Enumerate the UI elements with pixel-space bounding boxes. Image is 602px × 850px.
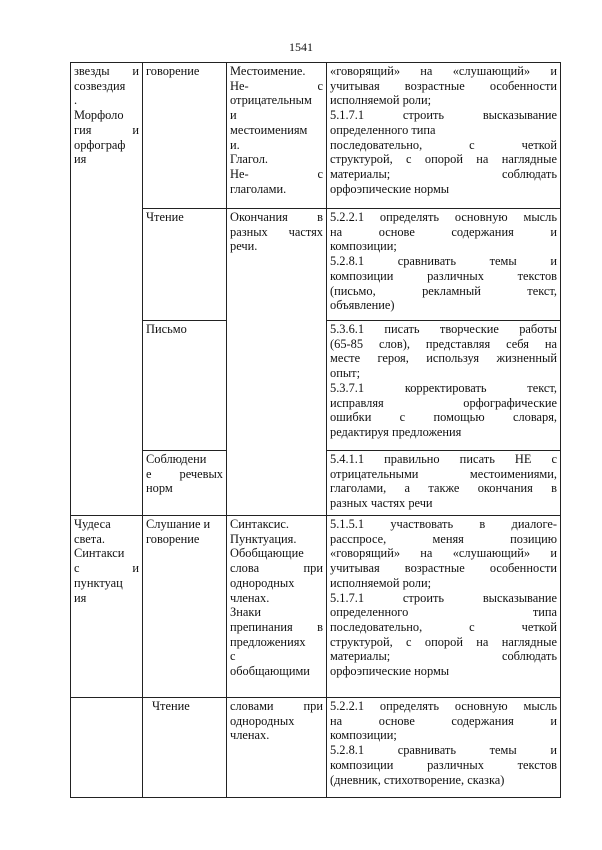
skill-text (146, 64, 223, 79)
table-row (71, 698, 561, 798)
cell-line: звезды и (74, 64, 139, 78)
cell-line: ия (74, 590, 87, 605)
cell-line: Местоимение. (230, 64, 306, 78)
skill-cell (143, 516, 227, 698)
cell-line: света. (74, 531, 105, 546)
objectives-cell (327, 516, 561, 698)
cell-line: Знаки (230, 605, 261, 620)
cell-line: структурой, с опорой на наглядные (330, 152, 557, 167)
objectives-text (330, 699, 557, 787)
cell-line: говорение (146, 64, 200, 78)
cell-line: однородных (230, 713, 295, 728)
objectives-cell (327, 63, 561, 209)
cell-line: глаголами. (230, 181, 287, 196)
cell-line: орфоэпические нормы (330, 181, 450, 196)
cell-line: определенного типа (330, 122, 436, 137)
topic-text (74, 64, 139, 167)
cell-line: пунктуац (74, 575, 123, 590)
cell-line: материалы; соблюдать (330, 166, 557, 181)
cell-line: (письмо, рекламный текст, (330, 283, 557, 298)
cell-line: редактируя предложения (330, 424, 462, 439)
cell-line: Глагол. (230, 152, 268, 167)
skill-text (146, 452, 223, 496)
cell-line: отрицательными местоимениями, (330, 466, 557, 481)
objectives-cell (327, 209, 561, 321)
cell-line: . (74, 93, 78, 108)
skill-cell (143, 209, 227, 321)
objectives-text (330, 64, 557, 196)
table-row (71, 209, 561, 321)
topic-text (74, 517, 139, 605)
cell-line: предложениях (230, 634, 306, 649)
cell-line: структурой, с опорой на наглядные (330, 634, 557, 649)
grammar-cell (227, 516, 327, 698)
cell-line: 5.3.6.1 писать творческие работы (330, 322, 557, 336)
cell-line: на основе содержания и (330, 224, 557, 239)
objectives-cell (327, 451, 561, 516)
cell-line: 5.1.7.1 строить высказывание (330, 108, 557, 123)
cell-line: отрицательным (230, 93, 312, 108)
cell-line: членах. (230, 728, 270, 743)
cell-line: с (230, 649, 236, 664)
cell-line: последовательно, с четкой (330, 137, 557, 152)
cell-line: объявление) (330, 298, 395, 313)
topic-cell (71, 63, 143, 516)
cell-line: Обобщающие (230, 546, 304, 561)
cell-line: Не- с (230, 166, 323, 181)
cell-line: учитывая возрастные особенности (330, 561, 557, 576)
cell-line: с и (74, 561, 139, 576)
cell-line: е речевых (146, 466, 223, 481)
cell-line: «говорящий» на «слушающий» и (330, 64, 557, 78)
skill-cell (143, 63, 227, 209)
cell-line: (65-85 слов), представляя себя на (330, 336, 557, 351)
cell-line: композиции; (330, 728, 397, 743)
cell-line: «говорящий» на «слушающий» и (330, 546, 557, 561)
cell-line: Соблюдени (146, 452, 207, 466)
cell-line: Чтение (152, 699, 190, 713)
grammar-cell (227, 209, 327, 516)
cell-line: и (230, 108, 237, 123)
cell-line: последовательно, с четкой (330, 619, 557, 634)
skill-cell (143, 698, 227, 798)
cell-line: Чтение (146, 210, 184, 224)
objectives-cell (327, 698, 561, 798)
skill-text (146, 210, 223, 225)
cell-line: исполняемой роли; (330, 575, 432, 590)
skill-cell (143, 451, 227, 516)
cell-line: 5.4.1.1 правильно писать НЕ с (330, 452, 557, 466)
cell-line: глаголами, а также окончания в (330, 481, 557, 496)
cell-line: препинания в (230, 619, 323, 634)
table-row (71, 63, 561, 209)
cell-line: Письмо (146, 322, 187, 336)
skill-text (146, 517, 223, 546)
cell-line: 5.2.2.1 определять основную мысль (330, 699, 557, 713)
cell-line: разных частях речи (330, 496, 433, 511)
table-row (71, 516, 561, 698)
cell-line: Не- с (230, 78, 323, 93)
cell-line: Окончания в (230, 210, 323, 224)
objectives-text (330, 322, 557, 440)
cell-line: разных частях (230, 224, 323, 239)
objectives-text (330, 517, 557, 679)
grammar-text (230, 210, 323, 254)
cell-line: и. (230, 137, 240, 152)
cell-line: словами при (230, 699, 323, 713)
cell-line: композиции различных текстов (330, 268, 557, 283)
cell-line: 5.2.2.1 определять основную мысль (330, 210, 557, 224)
cell-line: Слушание и (146, 517, 211, 531)
cell-line: Морфоло (74, 108, 124, 123)
cell-line: 5.3.7.1 корректировать текст, (330, 380, 557, 395)
cell-line: орфограф (74, 137, 126, 152)
cell-line: Синтаксис. (230, 517, 290, 531)
cell-line: (дневник, стихотворение, сказка) (330, 772, 505, 787)
cell-line: слова при (230, 561, 323, 576)
cell-line: Пунктуация. (230, 531, 297, 546)
skill-text (146, 699, 223, 714)
cell-line: на основе содержания и (330, 713, 557, 728)
topic-cell (71, 516, 143, 698)
cell-line: опыт; (330, 366, 361, 381)
topic-cell (71, 698, 143, 798)
cell-line: исправляя орфографические (330, 395, 557, 410)
grammar-text (230, 64, 323, 196)
cell-line: Синтакси (74, 546, 125, 561)
cell-line: речи. (230, 239, 258, 254)
cell-line: 5.1.7.1 строить высказывание (330, 590, 557, 605)
cell-line: местоимениям (230, 122, 308, 137)
cell-line: 5.2.8.1 сравнивать темы и (330, 254, 557, 269)
page-number: 1541 (289, 40, 313, 54)
cell-line: говорение (146, 531, 200, 546)
grammar-cell (227, 698, 327, 798)
cell-line: материалы; соблюдать (330, 649, 557, 664)
objectives-text (330, 210, 557, 313)
cell-line: композиции; (330, 239, 397, 254)
cell-line: расспросе, меняя позицию (330, 531, 557, 546)
cell-line: орфоэпические нормы (330, 664, 450, 679)
objectives-text (330, 452, 557, 511)
cell-line: ошибки с помощью словаря, (330, 410, 557, 425)
cell-line: определенного типа (330, 605, 557, 620)
cell-line: однородных (230, 575, 295, 590)
grammar-text (230, 517, 323, 679)
cell-line: членах. (230, 590, 270, 605)
cell-line: исполняемой роли; (330, 93, 432, 108)
skill-text (146, 322, 223, 337)
skill-cell (143, 321, 227, 451)
cell-line: гия и (74, 122, 139, 137)
cell-line: созвездия (74, 78, 126, 93)
cell-line: обобщающими (230, 664, 310, 679)
cell-line: норм (146, 481, 173, 496)
cell-line: учитывая возрастные особенности (330, 78, 557, 93)
cell-line: ия (74, 152, 87, 167)
cell-line: композиции различных текстов (330, 757, 557, 772)
grammar-cell (227, 63, 327, 209)
cell-line: 5.1.5.1 участвовать в диалоге- (330, 517, 557, 531)
cell-line: месте героя, используя жизненный (330, 351, 557, 366)
grammar-text (230, 699, 323, 743)
curriculum-table (70, 62, 561, 798)
objectives-cell (327, 321, 561, 451)
cell-line: Чудеса (74, 517, 111, 531)
cell-line: 5.2.8.1 сравнивать темы и (330, 743, 557, 758)
